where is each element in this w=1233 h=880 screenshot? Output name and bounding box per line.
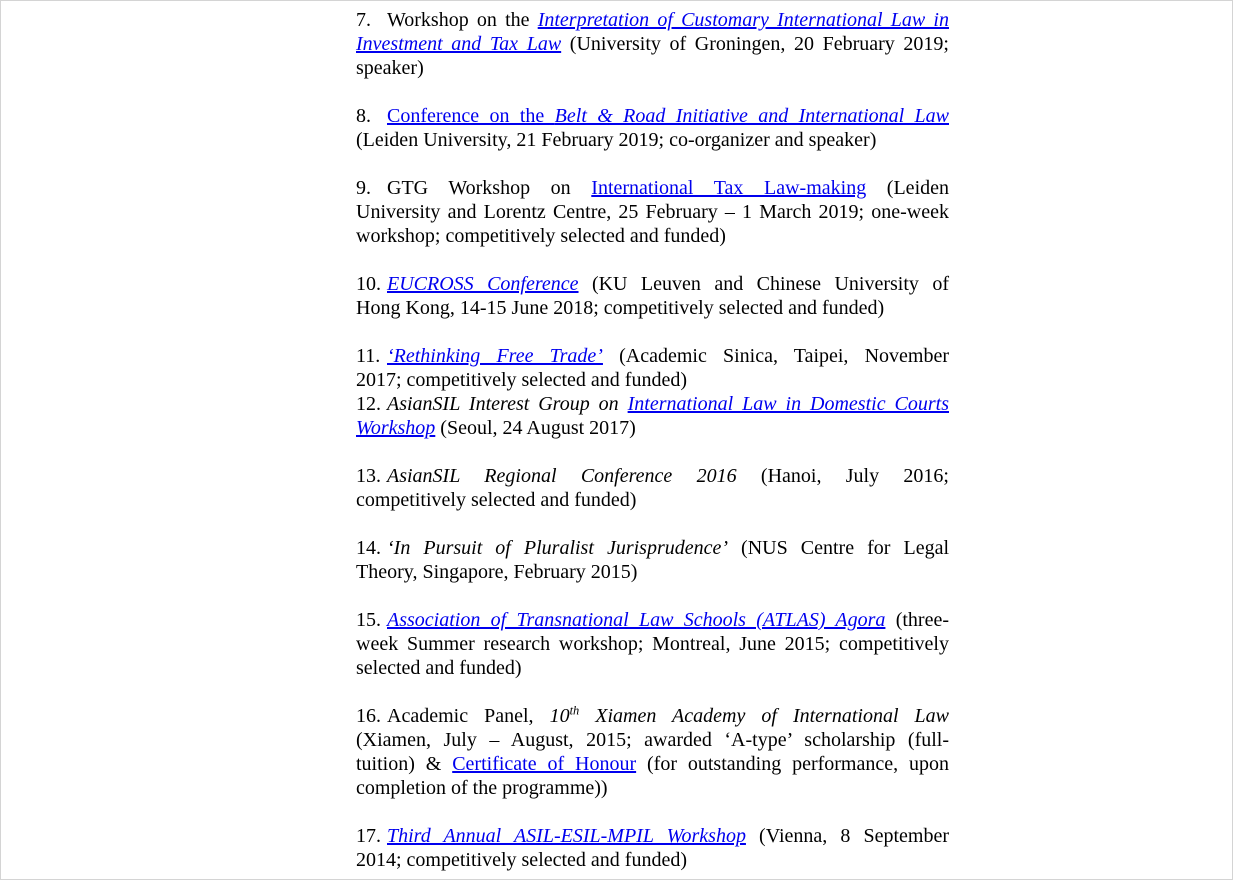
text-line — [356, 752, 949, 776]
text-segment: 10 — [549, 705, 570, 727]
hyperlink[interactable]: EUCROSS Conference — [387, 273, 579, 295]
hyperlink[interactable]: Conference on the — [387, 105, 555, 127]
item-number: 13. — [356, 465, 381, 487]
item-number: 11. — [356, 345, 381, 367]
text-segment: Xiamen Academy of International Law — [579, 705, 949, 727]
list-item — [356, 464, 949, 512]
text-segment: Hong Kong, 14-15 June 2018; competitively selected and funded) — [356, 297, 885, 319]
hyperlink[interactable]: Third Annual ASIL-ESIL-MPIL Workshop — [387, 825, 746, 847]
text-line — [356, 776, 949, 800]
list-item — [356, 176, 949, 248]
text-segment: Workshop on the — [387, 9, 538, 31]
text-segment: (Hanoi, July 2016; — [736, 465, 949, 487]
item-number: 17. — [356, 825, 381, 847]
text-line — [356, 560, 949, 584]
text-line — [356, 632, 949, 656]
text-segment: ‘In Pursuit of Pluralist Jurisprudence’ — [387, 537, 729, 559]
text-line — [356, 848, 949, 872]
text-segment: (University of Groningen, 20 February 2019; — [561, 33, 949, 55]
text-segment: University and Lorentz Centre, 25 February – 1 March 2019; one-week — [356, 201, 949, 223]
text-segment: th — [569, 703, 580, 718]
text-line — [356, 104, 949, 128]
list-item — [356, 344, 949, 392]
text-segment: (NUS Centre for Legal — [728, 537, 949, 559]
text-segment: speaker) — [356, 57, 424, 79]
text-segment: completion of the programme)) — [356, 777, 608, 799]
hyperlink[interactable]: Interpretation of Customary International Law in — [537, 9, 949, 31]
list-item — [356, 704, 949, 800]
list-item — [356, 536, 949, 584]
text-segment: workshop; competitively selected and funded) — [356, 225, 726, 247]
text-segment: (Vienna, 8 September — [745, 825, 949, 847]
hyperlink[interactable]: ‘Rethinking Free Trade’ — [387, 345, 603, 367]
item-number: 9. — [356, 177, 371, 199]
list-item — [356, 104, 949, 152]
text-line — [356, 296, 949, 320]
list-item — [356, 392, 949, 440]
hyperlink[interactable]: International Tax Law-making — [591, 177, 867, 199]
item-number: 15. — [356, 609, 381, 631]
text-segment: GTG Workshop on — [387, 177, 592, 199]
text-line — [356, 608, 949, 632]
item-number: 14. — [356, 537, 381, 559]
text-segment: (for outstanding performance, upon — [636, 753, 949, 775]
list-item — [356, 608, 949, 680]
text-line — [356, 200, 949, 224]
text-line — [356, 728, 949, 752]
workshop-list — [356, 8, 949, 872]
text-segment: Theory, Singapore, February 2015) — [356, 561, 638, 583]
text-segment: (Leiden — [866, 177, 949, 199]
text-line — [356, 32, 949, 56]
text-line — [356, 176, 949, 200]
text-line — [356, 416, 949, 440]
text-line — [356, 368, 949, 392]
hyperlink[interactable]: Investment and Tax Law — [356, 33, 562, 55]
text-line — [356, 464, 949, 488]
text-line — [356, 224, 949, 248]
text-segment: 2017; competitively selected and funded) — [356, 369, 688, 391]
text-line — [356, 704, 949, 728]
text-segment: (Xiamen, July – August, 2015; awarded ‘A-type’ scholarship (full- — [356, 729, 949, 751]
text-segment: competitively selected and funded) — [356, 489, 637, 511]
text-line — [356, 8, 949, 32]
hyperlink[interactable]: Workshop — [356, 417, 436, 439]
text-line — [356, 536, 949, 560]
list-item — [356, 824, 949, 872]
text-segment: (KU Leuven and Chinese University of — [578, 273, 949, 295]
text-segment: AsianSIL Interest Group on — [387, 393, 628, 415]
text-segment: (three- — [885, 609, 949, 631]
text-segment: (Leiden University, 21 February 2019; co-organizer and speaker) — [356, 129, 877, 151]
item-number: 7. — [356, 9, 371, 31]
text-line — [356, 392, 949, 416]
list-item — [356, 272, 949, 320]
text-line — [356, 344, 949, 368]
text-segment: week Summer research workshop; Montreal, June 2015; competitively — [356, 633, 949, 655]
text-segment: (Seoul, 24 August 2017) — [435, 417, 636, 439]
text-segment: Academic Panel, — [387, 705, 550, 727]
list-item — [356, 8, 949, 80]
hyperlink[interactable]: Association of Transnational Law Schools (ATLAS) Agora — [387, 609, 886, 631]
text-segment: AsianSIL Regional Conference 2016 — [387, 465, 737, 487]
text-line — [356, 272, 949, 296]
text-line — [356, 656, 949, 680]
item-number: 16. — [356, 705, 381, 727]
text-segment: (Academic Sinica, Taipei, November — [602, 345, 949, 367]
text-line — [356, 128, 949, 152]
text-segment: tuition) & — [356, 753, 453, 775]
item-number: 8. — [356, 105, 371, 127]
hyperlink[interactable]: International Law in Domestic Courts — [627, 393, 949, 415]
hyperlink[interactable]: Belt & Road Initiative and International Law — [554, 105, 949, 127]
text-line — [356, 56, 949, 80]
text-line — [356, 488, 949, 512]
hyperlink[interactable]: Certificate of Honour — [452, 753, 637, 775]
text-segment: selected and funded) — [356, 657, 522, 679]
text-segment: 2014; competitively selected and funded) — [356, 849, 688, 871]
text-line — [356, 824, 949, 848]
item-number: 12. — [356, 393, 381, 415]
item-number: 10. — [356, 273, 381, 295]
